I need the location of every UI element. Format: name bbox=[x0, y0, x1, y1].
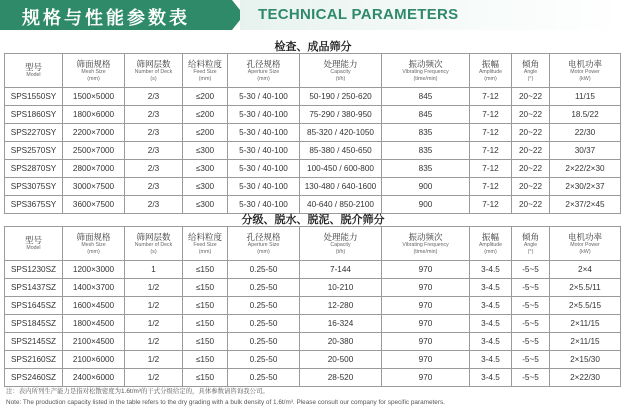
table-cell: 5-30 / 40-100 bbox=[228, 142, 300, 160]
column-header-cn: 处理能力 bbox=[323, 59, 358, 69]
table-cell: 10-210 bbox=[300, 279, 382, 297]
table-cell: 7-12 bbox=[470, 88, 512, 106]
table-cell: SPS2270SY bbox=[5, 124, 63, 142]
column-header-en: Motor Power bbox=[570, 69, 600, 75]
table-cell: SPS1845SZ bbox=[5, 315, 63, 333]
table-cell: 3-4.5 bbox=[470, 351, 512, 369]
table-cell: -5~5 bbox=[512, 351, 550, 369]
table-cell: 845 bbox=[382, 106, 470, 124]
table-cell: 100-450 / 600-800 bbox=[300, 160, 382, 178]
column-header bbox=[228, 227, 300, 261]
column-header-unit: (mm) bbox=[257, 248, 270, 255]
table-cell: 2×11/15 bbox=[550, 315, 621, 333]
table-cell: 2×37/2×45 bbox=[550, 196, 621, 214]
column-header-unit: (mm) bbox=[87, 248, 100, 255]
column-header-cn: 振幅 bbox=[481, 232, 499, 242]
column-header-cn: 给料粒度 bbox=[187, 59, 222, 69]
column-header-en: Aperture Size bbox=[247, 69, 280, 75]
table-cell: 20~22 bbox=[512, 160, 550, 178]
column-header bbox=[63, 227, 125, 261]
column-header-cn: 倾角 bbox=[521, 232, 539, 242]
table-cell: 2×22/30 bbox=[550, 369, 621, 387]
table-cell: 5-30 / 40-100 bbox=[228, 196, 300, 214]
column-header bbox=[125, 227, 183, 261]
table-cell: ≤150 bbox=[183, 351, 228, 369]
column-header-cn: 电机功率 bbox=[567, 232, 602, 242]
table-cell: SPS2570SY bbox=[5, 142, 63, 160]
table-cell: ≤300 bbox=[183, 142, 228, 160]
table-cell: 16-324 bbox=[300, 315, 382, 333]
table-cell: 20-380 bbox=[300, 333, 382, 351]
table-cell: -5~5 bbox=[512, 369, 550, 387]
table-cell: SPS1230SZ bbox=[5, 261, 63, 279]
table-cell: ≤200 bbox=[183, 124, 228, 142]
table-row bbox=[5, 351, 621, 369]
column-header bbox=[125, 54, 183, 88]
table-cell: 3-4.5 bbox=[470, 315, 512, 333]
table-cell: 845 bbox=[382, 88, 470, 106]
table-cell: 3-4.5 bbox=[470, 261, 512, 279]
table-cell: 1800×4500 bbox=[63, 315, 125, 333]
column-header bbox=[300, 54, 382, 88]
column-header bbox=[470, 227, 512, 261]
table-cell: 2100×4500 bbox=[63, 333, 125, 351]
table-cell: 0.25-50 bbox=[228, 315, 300, 333]
column-header-en: Mesh Size bbox=[81, 242, 106, 248]
table-cell: 5-30 / 40-100 bbox=[228, 88, 300, 106]
table-row bbox=[5, 178, 621, 196]
table-cell: 2×4 bbox=[550, 261, 621, 279]
table-cell: 970 bbox=[382, 369, 470, 387]
table-cell: 20~22 bbox=[512, 178, 550, 196]
table-row bbox=[5, 106, 621, 124]
column-header-en: Capacity bbox=[330, 242, 351, 248]
column-header-cn: 筛网层数 bbox=[136, 232, 171, 242]
table-cell: SPS1860SY bbox=[5, 106, 63, 124]
column-header bbox=[5, 54, 63, 88]
header-banner bbox=[0, 0, 626, 30]
column-header-unit: (mm) bbox=[484, 248, 497, 255]
column-header-cn: 处理能力 bbox=[323, 232, 358, 242]
table-cell: 3-4.5 bbox=[470, 279, 512, 297]
table-cell: SPS1437SZ bbox=[5, 279, 63, 297]
table-cell: ≤300 bbox=[183, 178, 228, 196]
table-cell: 18.5/22 bbox=[550, 106, 621, 124]
table-cell: 7-144 bbox=[300, 261, 382, 279]
table-cell: 2/3 bbox=[125, 196, 183, 214]
table-cell: 28-520 bbox=[300, 369, 382, 387]
table-cell: 0.25-50 bbox=[228, 261, 300, 279]
table-cell: 12-280 bbox=[300, 297, 382, 315]
table-cell: 40-640 / 850-2100 bbox=[300, 196, 382, 214]
column-header-unit: (kW) bbox=[579, 75, 591, 82]
table-cell: 3-4.5 bbox=[470, 369, 512, 387]
table-cell: 970 bbox=[382, 315, 470, 333]
table-cell: 30/37 bbox=[550, 142, 621, 160]
column-header-en: Motor Power bbox=[570, 242, 600, 248]
column-header bbox=[382, 227, 470, 261]
column-header-unit: (°) bbox=[527, 248, 534, 255]
column-header-en: Aperture Size bbox=[247, 242, 280, 248]
table-cell: 2100×6000 bbox=[63, 351, 125, 369]
table-cell: 1/2 bbox=[125, 369, 183, 387]
column-header-unit: (mm) bbox=[87, 75, 100, 82]
column-header bbox=[183, 227, 228, 261]
table-header-row bbox=[5, 54, 621, 88]
table-cell: SPS3075SY bbox=[5, 178, 63, 196]
column-header bbox=[183, 54, 228, 88]
table-cell: 2×11/15 bbox=[550, 333, 621, 351]
column-header-cn: 振动频次 bbox=[408, 232, 443, 242]
column-header-cn: 型号 bbox=[24, 235, 42, 246]
table-cell: 1800×6000 bbox=[63, 106, 125, 124]
header-title-cn: 规格与性能参数表 bbox=[22, 8, 190, 28]
table-cell: -5~5 bbox=[512, 261, 550, 279]
table-cell: SPS3675SY bbox=[5, 196, 63, 214]
column-header-unit: (mm) bbox=[198, 75, 212, 82]
table-cell: 1500×5000 bbox=[63, 88, 125, 106]
column-header-en: Angle bbox=[523, 69, 538, 75]
table-cell: 900 bbox=[382, 196, 470, 214]
table-body bbox=[5, 261, 621, 387]
table-cell: SPS2460SZ bbox=[5, 369, 63, 387]
table-cell: SPS1645SZ bbox=[5, 297, 63, 315]
table-cell: -5~5 bbox=[512, 333, 550, 351]
note-cn: 注：表内所列生产能力是指对松散密度为1.6t/m³的干式分级给定的，具体参数请咨询我公司。 bbox=[6, 388, 269, 395]
table-cell: 0.25-50 bbox=[228, 333, 300, 351]
column-header-cn: 孔径规格 bbox=[246, 59, 281, 69]
table-cell: 0.25-50 bbox=[228, 369, 300, 387]
column-header-unit: (kW) bbox=[579, 248, 591, 255]
column-header-cn: 倾角 bbox=[521, 59, 539, 69]
table-cell: 85-320 / 420-1050 bbox=[300, 124, 382, 142]
table-cell: 970 bbox=[382, 279, 470, 297]
column-header-en: Vibrating Frequency bbox=[402, 69, 449, 75]
table-cell: 970 bbox=[382, 297, 470, 315]
column-header-en: Number of Deck bbox=[134, 242, 173, 248]
column-header-cn: 孔径规格 bbox=[246, 232, 281, 242]
column-header-cn: 筛面规格 bbox=[76, 59, 111, 69]
column-header-cn: 振动频次 bbox=[408, 59, 443, 69]
table-cell: 3-4.5 bbox=[470, 333, 512, 351]
table-cell: 2800×7000 bbox=[63, 160, 125, 178]
column-header-unit: (t/h) bbox=[335, 75, 346, 82]
column-header-en: Vibrating Frequency bbox=[402, 242, 449, 248]
column-header-unit: (s) bbox=[150, 248, 157, 255]
table-cell: 970 bbox=[382, 333, 470, 351]
table-cell: -5~5 bbox=[512, 297, 550, 315]
table-row bbox=[5, 160, 621, 178]
column-header-cn: 筛网层数 bbox=[136, 59, 171, 69]
column-header bbox=[5, 227, 63, 261]
table-row bbox=[5, 315, 621, 333]
note-en: Note: The production capacity listed in the table refers to the dry grading with a bulk density of 1.6t/m³. Please consult our company for specific parameters. bbox=[6, 399, 445, 406]
table-cell: 2/3 bbox=[125, 160, 183, 178]
table-cell: 3000×7500 bbox=[63, 178, 125, 196]
column-header-en: Model bbox=[26, 245, 41, 252]
table-cell: 2/3 bbox=[125, 88, 183, 106]
table-cell: 1/2 bbox=[125, 297, 183, 315]
table-cell: 1/2 bbox=[125, 279, 183, 297]
column-header bbox=[382, 54, 470, 88]
table-cell: 7-12 bbox=[470, 196, 512, 214]
table-cell: 970 bbox=[382, 261, 470, 279]
table-cell: SPS2145SZ bbox=[5, 333, 63, 351]
table-cell: 1600×4500 bbox=[63, 297, 125, 315]
table-cell: 5-30 / 40-100 bbox=[228, 178, 300, 196]
column-header-en: Mesh Size bbox=[81, 69, 106, 75]
column-header-unit: (t/h) bbox=[335, 248, 346, 255]
table-cell: 85-380 / 450-650 bbox=[300, 142, 382, 160]
table-cell: 20~22 bbox=[512, 106, 550, 124]
table-cell: ≤150 bbox=[183, 279, 228, 297]
table-cell: ≤150 bbox=[183, 297, 228, 315]
table-cell: 5-30 / 40-100 bbox=[228, 106, 300, 124]
table-row bbox=[5, 88, 621, 106]
table-cell: -5~5 bbox=[512, 315, 550, 333]
table-cell: 2×15/30 bbox=[550, 351, 621, 369]
header-title-en: TECHNICAL PARAMETERS bbox=[258, 6, 459, 23]
column-header-cn: 振幅 bbox=[481, 59, 499, 69]
table-cell: 0.25-50 bbox=[228, 297, 300, 315]
table-cell: 7-12 bbox=[470, 124, 512, 142]
table-header-row bbox=[5, 227, 621, 261]
table-cell: SPS1550SY bbox=[5, 88, 63, 106]
table-cell: ≤300 bbox=[183, 160, 228, 178]
column-header-en: Number of Deck bbox=[134, 69, 173, 75]
table-cell: 835 bbox=[382, 160, 470, 178]
table-cell: 130-480 / 640-1600 bbox=[300, 178, 382, 196]
table-body bbox=[5, 88, 621, 214]
table-cell: 20-500 bbox=[300, 351, 382, 369]
table-cell: 1/2 bbox=[125, 333, 183, 351]
table-cell: ≤150 bbox=[183, 333, 228, 351]
table-cell: 5-30 / 40-100 bbox=[228, 124, 300, 142]
table-cell: 3-4.5 bbox=[470, 297, 512, 315]
table-row bbox=[5, 297, 621, 315]
spec-table-classification bbox=[4, 226, 621, 387]
column-header bbox=[512, 54, 550, 88]
table-cell: 0.25-50 bbox=[228, 279, 300, 297]
table-cell: ≤200 bbox=[183, 106, 228, 124]
table-cell: 2×5.5/11 bbox=[550, 279, 621, 297]
table-cell: 2×30/2×37 bbox=[550, 178, 621, 196]
column-header bbox=[470, 54, 512, 88]
column-header-en: Capacity bbox=[330, 69, 351, 75]
table-cell: 2×5.5/15 bbox=[550, 297, 621, 315]
table-cell: 2500×7000 bbox=[63, 142, 125, 160]
table-cell: 1200×3000 bbox=[63, 261, 125, 279]
table-cell: 20~22 bbox=[512, 142, 550, 160]
table-cell: SPS2160SZ bbox=[5, 351, 63, 369]
table-row bbox=[5, 279, 621, 297]
column-header bbox=[550, 227, 621, 261]
table-cell: 5-30 / 40-100 bbox=[228, 160, 300, 178]
column-header bbox=[550, 54, 621, 88]
column-header-cn: 筛面规格 bbox=[76, 232, 111, 242]
table-cell: 2/3 bbox=[125, 106, 183, 124]
table-cell: 20~22 bbox=[512, 196, 550, 214]
table-cell: 2200×7000 bbox=[63, 124, 125, 142]
column-header-unit: (°) bbox=[527, 75, 534, 82]
table-cell: 2/3 bbox=[125, 124, 183, 142]
table-cell: 75-290 / 380-950 bbox=[300, 106, 382, 124]
column-header-cn: 给料粒度 bbox=[187, 232, 222, 242]
column-header bbox=[300, 227, 382, 261]
table-cell: 2/3 bbox=[125, 178, 183, 196]
table-cell: 835 bbox=[382, 142, 470, 160]
table-cell: 7-12 bbox=[470, 178, 512, 196]
column-header-en: Feed Size bbox=[193, 69, 217, 75]
column-header-cn: 电机功率 bbox=[567, 59, 602, 69]
table-cell: 11/15 bbox=[550, 88, 621, 106]
table-cell: 20~22 bbox=[512, 88, 550, 106]
table1-title: 检查、成品筛分 bbox=[274, 41, 352, 53]
table-cell: 3600×7500 bbox=[63, 196, 125, 214]
table-cell: 1 bbox=[125, 261, 183, 279]
table-cell: 7-12 bbox=[470, 106, 512, 124]
column-header-cn: 型号 bbox=[24, 62, 42, 73]
table-row bbox=[5, 369, 621, 387]
table-cell: ≤150 bbox=[183, 315, 228, 333]
table-cell: 970 bbox=[382, 351, 470, 369]
table-cell: 7-12 bbox=[470, 160, 512, 178]
column-header-unit: (s) bbox=[150, 75, 157, 82]
column-header-unit: (mm) bbox=[484, 75, 497, 82]
table-row bbox=[5, 333, 621, 351]
table-cell: ≤200 bbox=[183, 88, 228, 106]
table-cell: 22/30 bbox=[550, 124, 621, 142]
table-cell: ≤150 bbox=[183, 369, 228, 387]
table-cell: 1400×3700 bbox=[63, 279, 125, 297]
table-cell: 835 bbox=[382, 124, 470, 142]
table-row bbox=[5, 261, 621, 279]
table-cell: ≤150 bbox=[183, 261, 228, 279]
column-header bbox=[512, 227, 550, 261]
column-header-en: Amplitude bbox=[478, 69, 503, 75]
column-header-unit: (mm) bbox=[257, 75, 270, 82]
column-header-en: Angle bbox=[523, 242, 538, 248]
table-cell: 7-12 bbox=[470, 142, 512, 160]
table-cell: 2×22/2×30 bbox=[550, 160, 621, 178]
column-header-unit: (time/min) bbox=[413, 248, 438, 255]
table-cell: 1/2 bbox=[125, 351, 183, 369]
column-header-en: Feed Size bbox=[193, 242, 217, 248]
spec-table-screening bbox=[4, 53, 621, 214]
table-row bbox=[5, 142, 621, 160]
column-header-unit: (time/min) bbox=[413, 75, 438, 82]
column-header-en: Amplitude bbox=[478, 242, 503, 248]
table-cell: 1/2 bbox=[125, 315, 183, 333]
table-cell: SPS2870SY bbox=[5, 160, 63, 178]
column-header-unit: (mm) bbox=[198, 248, 212, 255]
table-cell: 0.25-50 bbox=[228, 351, 300, 369]
table-cell: 2/3 bbox=[125, 142, 183, 160]
column-header bbox=[228, 54, 300, 88]
table-cell: 50-190 / 250-620 bbox=[300, 88, 382, 106]
column-header-en: Model bbox=[26, 72, 41, 79]
table-cell: 900 bbox=[382, 178, 470, 196]
table-cell: ≤300 bbox=[183, 196, 228, 214]
table-cell: -5~5 bbox=[512, 279, 550, 297]
table2-title: 分级、脱水、脱泥、脱介筛分 bbox=[241, 214, 385, 226]
column-header bbox=[63, 54, 125, 88]
table-cell: 2400×6000 bbox=[63, 369, 125, 387]
table-row bbox=[5, 124, 621, 142]
table-cell: 20~22 bbox=[512, 124, 550, 142]
